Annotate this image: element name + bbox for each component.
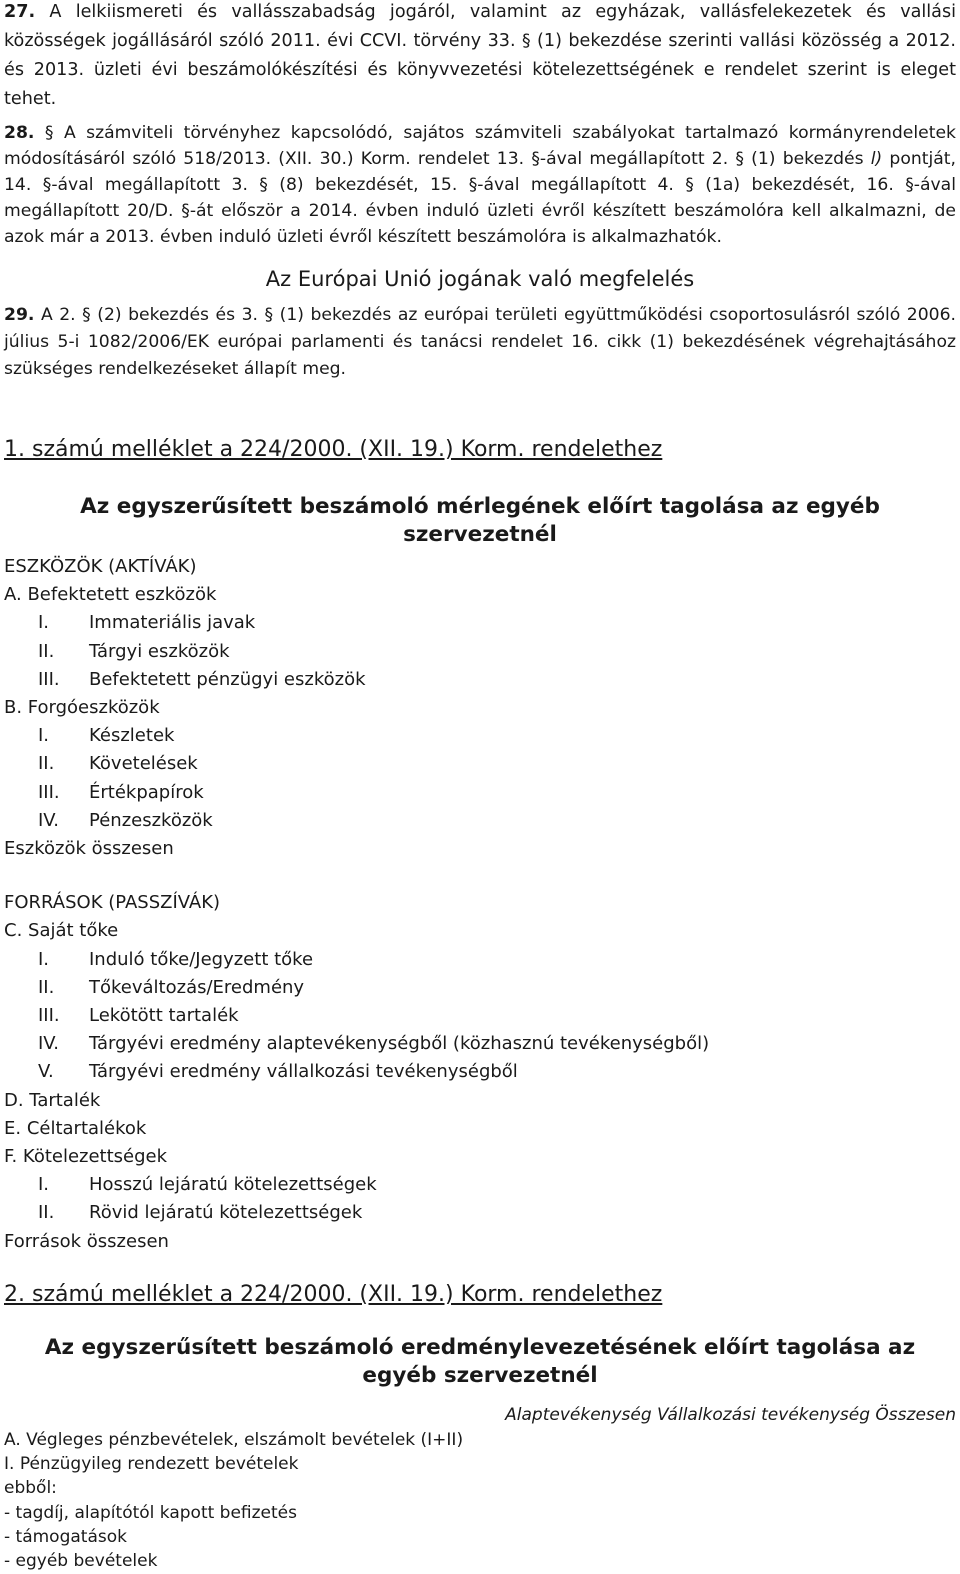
item-label: Immateriális javak	[89, 612, 256, 634]
main-item	[4, 581, 956, 609]
sub-item	[4, 946, 956, 974]
item-label: D. Tartalék	[4, 1089, 101, 1111]
roman-numeral: II.	[38, 753, 55, 775]
sub-item	[4, 1002, 956, 1030]
assets-header: ESZKÖZÖK (AKTÍVÁK)	[4, 556, 197, 577]
income-statement-column-headers: Alaptevékenység Vállalkozási tevékenység Összesen	[505, 1404, 956, 1425]
liabilities-header: FORRÁSOK (PASSZÍVÁK)	[4, 892, 221, 914]
roman-numeral: II.	[38, 640, 55, 662]
roman-numeral: I.	[38, 948, 50, 970]
sub-item	[4, 666, 956, 694]
main-item	[4, 917, 956, 945]
item-label: Tőkeváltozás/Eredmény	[89, 976, 305, 998]
item-label: B. Forgóeszközök	[4, 697, 160, 719]
roman-numeral: IV.	[38, 809, 60, 831]
roman-numeral: II.	[38, 976, 55, 998]
sub-item	[4, 1171, 956, 1199]
paragraph-number: 27.	[4, 2, 36, 22]
section-sign: §	[44, 123, 54, 143]
paragraph-29: 29. A 2. § (2) bekezdés és 3. § (1) bekezdés az európai területi együttműködési csoportosulásról szóló 2006. július 5-i 1082/2006/EK európai parlamenti és tanácsi rendelet 16. cikk (1) bekezdésének végrehajtásához szükséges rendelkezéseket állapít meg.	[4, 305, 957, 379]
annex-2-title: Az egyszerűsített beszámoló eredménylevezetésének előírt tagolása az egyéb szervezetnél	[44, 1334, 916, 1388]
item-label: Követelések	[89, 753, 198, 775]
total-row	[4, 1228, 956, 1256]
item-label: Tárgyévi eredmény vállalkozási tevékenységből	[89, 1061, 518, 1083]
assets-list	[4, 581, 956, 863]
roman-numeral: I.	[38, 612, 50, 634]
roman-numeral: III.	[38, 1005, 60, 1027]
main-item	[4, 1087, 956, 1115]
item-label: F. Kötelezettségek	[4, 1146, 168, 1168]
sub-item	[4, 609, 956, 637]
document-page	[4, 0, 956, 1574]
item-label: Rövid lejáratú kötelezettségek	[89, 1202, 363, 1224]
income-row: I. Pénzügyileg rendezett bevételek	[4, 1454, 299, 1475]
item-label: Tárgyi eszközök	[89, 640, 230, 662]
main-item	[4, 1115, 956, 1143]
item-label: Készletek	[89, 725, 175, 747]
roman-numeral: II.	[38, 1202, 55, 1224]
sub-item	[4, 750, 956, 778]
item-label: Pénzeszközök	[89, 809, 213, 831]
paragraph-27: 27. A lelkiismereti és vallásszabadság jogáról, valamint az egyházak, vallásfelekezetek és vallási közösségek jogállásáról szóló 2011. évi CCVI. törvény 33. § (1) bekezdése szerinti vallási közösség a 2012. és 2013. üzleti évi beszámolókészítési és könyvvezetési kötelezettségének e rendelet szerint is eleget tehet.	[4, 2, 956, 109]
balance-sheet-assets	[4, 553, 956, 863]
sub-item	[4, 779, 956, 807]
item-label: A. Befektetett eszközök	[4, 584, 217, 606]
roman-numeral: III.	[38, 668, 60, 690]
annex-1-label: 1. számú melléklet a 224/2000. (XII. 19.) Korm. rendelethez	[4, 437, 663, 462]
roman-numeral: IV.	[38, 1033, 60, 1055]
eu-compliance-heading: Az Európai Unió jogának való megfelelés	[265, 267, 695, 291]
paragraph-number: 29.	[4, 305, 35, 325]
roman-numeral: V.	[38, 1061, 54, 1083]
annex-1-title: Az egyszerűsített beszámoló mérlegének előírt tagolása az egyéb szervezetnél	[80, 494, 880, 547]
sub-item	[4, 722, 956, 750]
sub-item	[4, 638, 956, 666]
item-label: Tárgyévi eredmény alaptevékenységből (közhasznú tevékenységből)	[89, 1033, 710, 1055]
income-row: - tagdíj, alapítótól kapott befizetés	[4, 1502, 298, 1523]
paragraph-number: 28.	[4, 123, 35, 143]
liabilities-list	[4, 917, 956, 1255]
total-row	[4, 835, 956, 863]
income-statement-rows	[4, 1428, 956, 1574]
item-label: Hosszú lejáratú kötelezettségek	[89, 1174, 377, 1196]
item-label: Értékpapírok	[89, 781, 204, 803]
balance-sheet-liabilities	[4, 889, 956, 1256]
sub-item	[4, 1058, 956, 1086]
roman-numeral: I.	[38, 1174, 50, 1196]
sub-item	[4, 807, 956, 835]
annex-2-label: 2. számú melléklet a 224/2000. (XII. 19.) Korm. rendelethez	[4, 1281, 663, 1307]
income-row: - támogatások	[4, 1527, 127, 1548]
item-label: Lekötött tartalék	[89, 1005, 239, 1027]
main-item	[4, 1143, 956, 1171]
roman-numeral: III.	[38, 781, 60, 803]
section-sign: §	[522, 31, 531, 51]
sub-item	[4, 1199, 956, 1227]
item-label: C. Saját tőke	[4, 920, 119, 942]
income-row: - egyéb bevételek	[4, 1551, 158, 1572]
income-row: ebből:	[4, 1478, 57, 1499]
main-item	[4, 694, 956, 722]
item-label: Eszközök összesen	[4, 838, 174, 860]
item-label: Induló tőke/Jegyzett tőke	[89, 948, 314, 970]
paragraph-28: 28. § A számviteli törvényhez kapcsolódó, sajátos számviteli szabályokat tartalmazó kormányrendeletek módosításáról szóló 518/2013. (XII. 30.) Korm. rendelet 13. §-ával megállapított 2. § (1) bekezdés l) pontját, 14. §-ával megállapított 3. § (8) bekezdését, 15. §-ával megállapított 4. § (1a) bekezdését, 16. §-ával megállapított 20/D. §-át először a 2014. évben induló üzleti évről készített beszámolóra kell alkalmazni, de azok már a 2013. évben induló üzleti évről készített beszámolóra is alkalmazhatók.	[4, 123, 956, 247]
income-row: A. Végleges pénzbevételek, elszámolt bevételek (I+II)	[4, 1429, 464, 1450]
item-label: Források összesen	[4, 1230, 169, 1252]
sub-item	[4, 1030, 956, 1058]
item-label: E. Céltartalékok	[4, 1117, 147, 1139]
roman-numeral: I.	[38, 725, 50, 747]
item-label: Befektetett pénzügyi eszközök	[89, 668, 366, 690]
sub-item	[4, 974, 956, 1002]
